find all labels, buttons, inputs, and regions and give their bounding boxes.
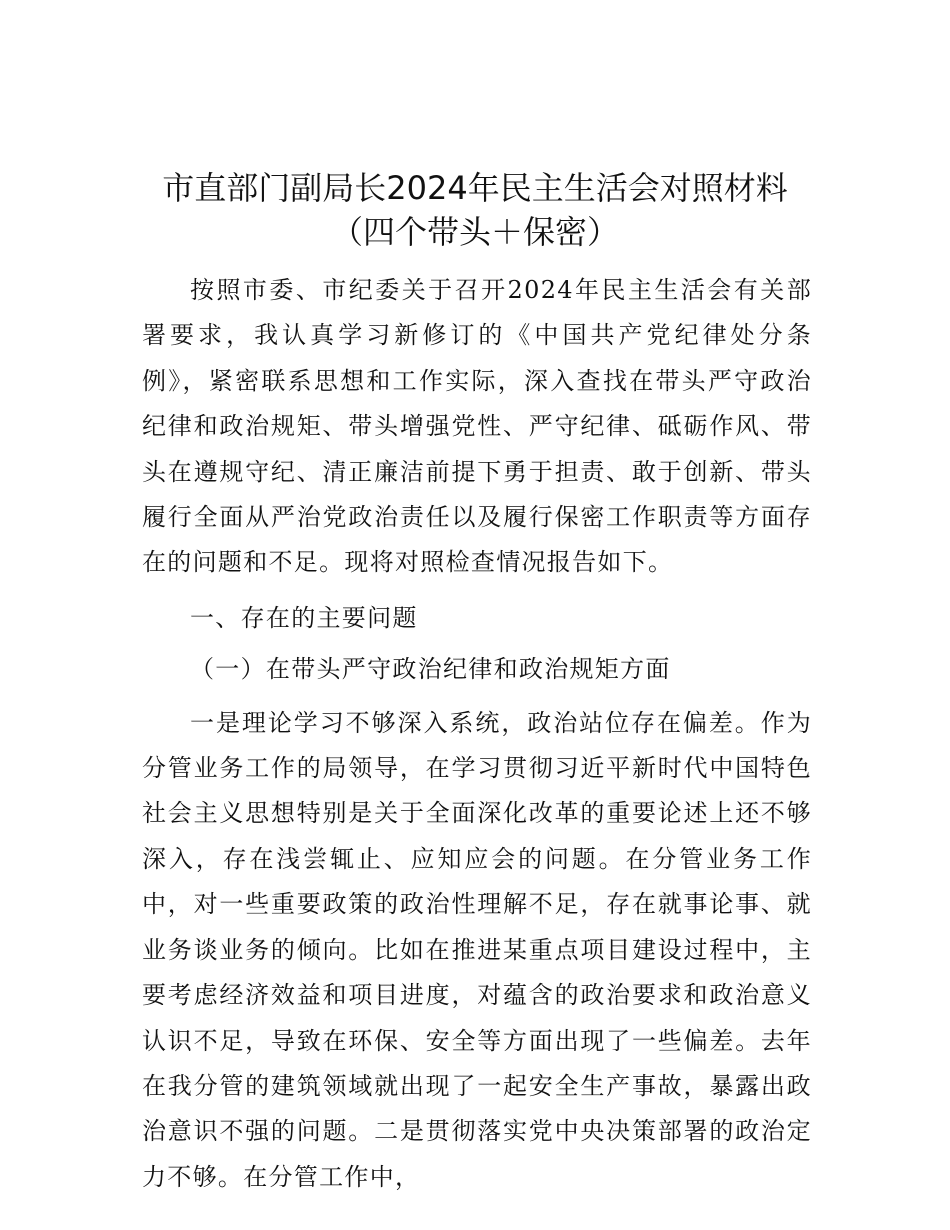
document-subtitle: （四个带头＋保密）: [330, 213, 619, 251]
intro-paragraph: 按照市委、市纪委关于召开2024年民主生活会有关部署要求，我认真学习新修订的《中国共产党纪律处分条例》，紧密联系思想和工作实际，深入查找在带头严守政治纪律和政治规矩、带头增强党性、严守纪律、砥砺作风、带头在遵规守纪、清正廉洁前提下勇于担责、敢于创新、带头履行全面从严治党政治责任以及履行保密工作职责等方面存在的问题和不足。现将对照检查情况报告如下。: [142, 276, 812, 577]
document-body: [142, 268, 812, 1200]
document-title: 市直部门副局长2024年民主生活会对照材料: [162, 169, 788, 207]
document-title-block: [0, 166, 950, 254]
body-paragraph: 一是理论学习不够深入系统，政治站位存在偏差。作为分管业务工作的局领导，在学习贯彻习近平新时代中国特色社会主义思想特别是关于全面深化改革的重要论述上还不够深入，存在浅尝辄止、应知应会的问题。在分管业务工作中，对一些重要政策的政治性理解不足，存在就事论事、就业务谈业务的倾向。比如在推进某重点项目建设过程中，主要考虑经济效益和项目进度，对蕴含的政治要求和政治意义认识不足，导致在环保、安全等方面出现了一些偏差。去年在我分管的建筑领域就出现了一起安全生产事故，暴露出政治意识不强的问题。二是贯彻落实党中央决策部署的政治定力不够。在分管工作中，: [142, 708, 812, 1191]
section-heading: 一、存在的主要问题: [190, 603, 418, 632]
subsection-heading: （一）在带头严守政治纪律和政治规矩方面: [190, 655, 671, 684]
